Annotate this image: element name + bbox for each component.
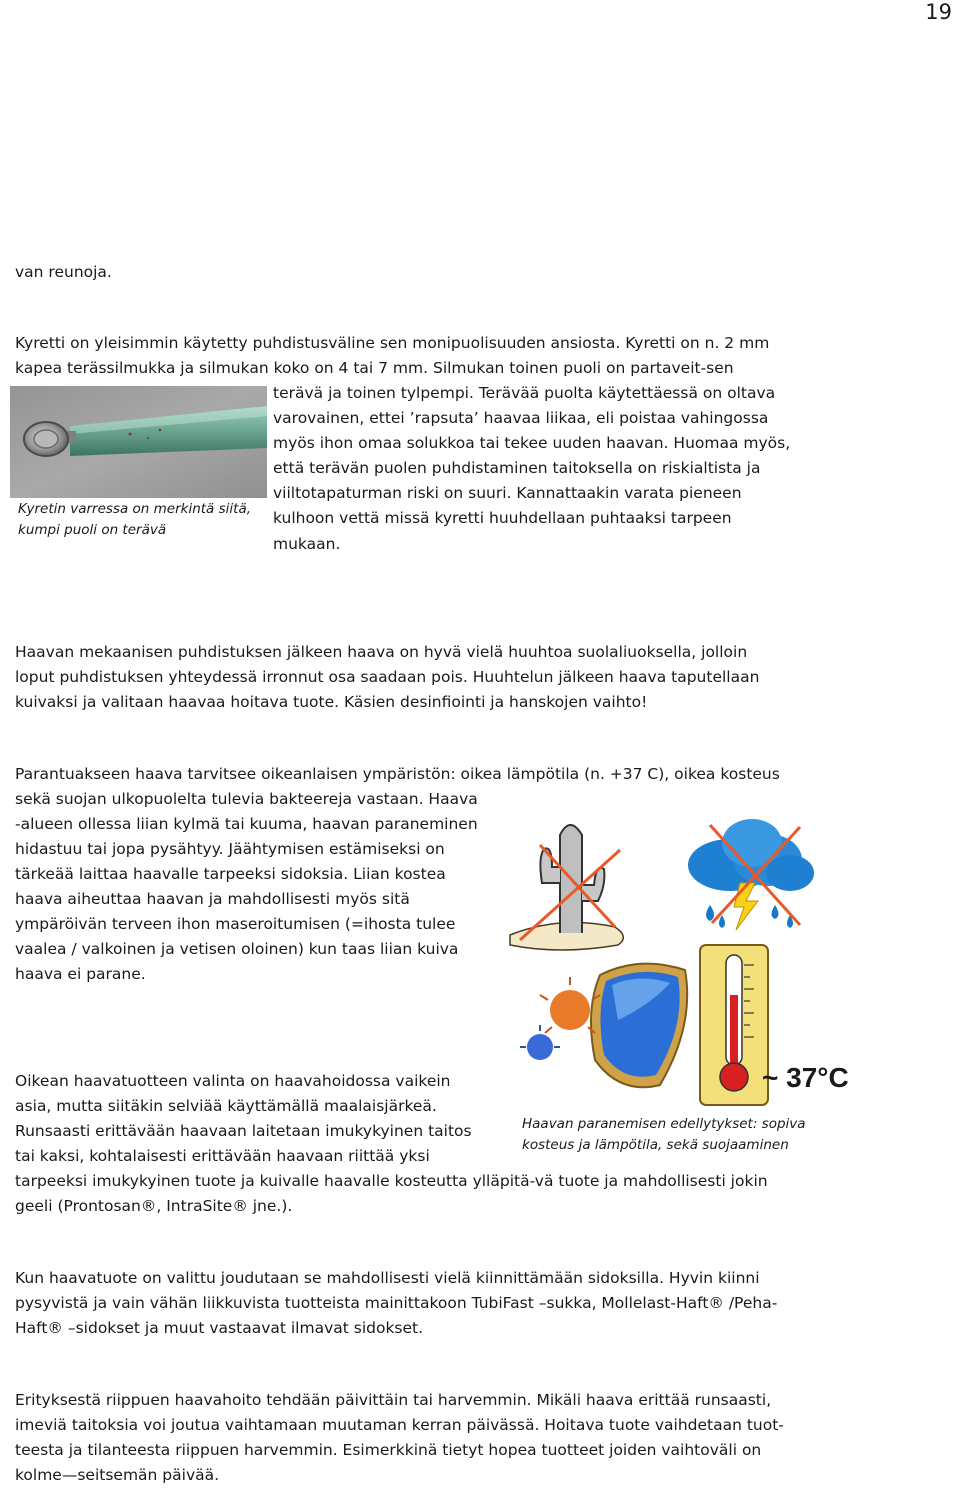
text-line: -alueen ollessa liian kylmä tai kuuma, haavan paraneminen xyxy=(15,815,478,833)
bacteria-icon xyxy=(520,977,600,1060)
text-line: Erityksestä riippuen haavahoito tehdään päivittäin tai harvemmin. Mikäli haava erittää runsaasti, xyxy=(15,1391,772,1409)
text-line: tai kaksi, kohtalaisesti erittävään haavaan riittää yksi xyxy=(15,1147,430,1165)
text-line: haava ei parane. xyxy=(15,965,146,983)
text-line: kapea terässilmukka ja silmukan koko on 4 tai 7 mm. Silmukan toinen puoli on partaveit-sen xyxy=(15,359,734,377)
text-line: Parantuakseen haava tarvitsee oikeanlaisen ympäristön: oikea lämpötila (n. +37 C), oikea kosteus xyxy=(15,765,780,783)
text-line: asia, mutta siitäkin selviää käyttämällä maalaisjärkeä. xyxy=(15,1097,437,1115)
text-line: vaalea / valkoinen ja vetisen oloinen) kun taas liian kuiva xyxy=(15,940,459,958)
text-line: kuivaksi ja valitaan haavaa hoitava tuote. Käsien desinfiointi ja hanskojen vaihto! xyxy=(15,693,648,711)
text-line: tarpeeksi imukykyinen tuote ja kuivalle haavalle kosteutta ylläpitä-vä tuote ja mahdollisesti jokin xyxy=(15,1172,768,1190)
text-line: imeviä taitoksia voi joutua vaihtamaan muutaman kerran päivässä. Hoitava tuote vaihdetaan tuot- xyxy=(15,1416,784,1434)
text-line: pysyvistä ja vain vähän liikkuvista tuotteista mainittakoon TubiFast –sukka, Mollelast-Haft® /Peha- xyxy=(15,1294,778,1312)
caption-line: Haavan paranemisen edellytykset: sopiva xyxy=(522,1116,806,1132)
text-line: ympäröivän terveen ihon maseroitumisen (=ihosta tulee xyxy=(15,915,456,933)
text-line: viiltotapaturman riski on suuri. Kannattaakin varata pieneen xyxy=(273,484,742,502)
text-line: teesta ja tilanteesta riippuen harvemmin. Esimerkkinä tietyt hopea tuotteet joiden vaihtoväli on xyxy=(15,1441,762,1459)
caption-line: Kyretin varressa on merkintä siitä, xyxy=(18,501,252,517)
text-line: varovainen, ettei ’rapsuta’ haavaa liikaa, eli poistaa vahingossa xyxy=(273,409,769,427)
cactus-icon xyxy=(510,825,623,950)
text-line: kolme—seitsemän päivää. xyxy=(15,1466,220,1484)
text-line: Haft® –sidokset ja muut vastaavat ilmavat sidokset. xyxy=(15,1319,424,1337)
text-line: sekä suojan ulkopuolelta tulevia bakteereja vastaan. Haava xyxy=(15,790,478,808)
healing-conditions-illustration xyxy=(500,805,849,1110)
page-number: 19 xyxy=(925,0,952,24)
text-line: Haavan mekaanisen puhdistuksen jälkeen haava on hyvä vielä huuhtoa suolaliuoksella, jolloin xyxy=(15,643,748,661)
text-line: kulhoon vettä missä kyretti huuhdellaan puhtaaksi tarpeen xyxy=(273,509,732,527)
text-line: hidastuu tai jopa pysähtyy. Jäähtymisen estämiseksi on xyxy=(15,840,445,858)
text-line: Kyretti on yleisimmin käytetty puhdistusväline sen monipuolisuuden ansiosta. Kyretti on n. 2 mm xyxy=(15,334,770,352)
caption-line: kumpi puoli on terävä xyxy=(18,522,167,538)
text-line: Oikean haavatuotteen valinta on haavahoidossa vaikein xyxy=(15,1072,451,1090)
text-line: että terävän puolen puhdistaminen taitoksella on riskialtista ja xyxy=(273,459,761,477)
text-line: mukaan. xyxy=(273,535,341,553)
healing-conditions-figure xyxy=(500,805,849,1110)
text-line: Kun haavatuote on valittu joudutaan se mahdollisesti vielä kiinnittämään sidoksilla. Hyvin kiinni xyxy=(15,1269,760,1287)
text-line: haava aiheuttaa haavan ja mahdollisesti myös sitä xyxy=(15,890,410,908)
paragraph-fragment: van reunoja. xyxy=(15,263,112,281)
text-line: myös ihon omaa solukkoa tai tekee uuden haavan. Huomaa myös, xyxy=(273,434,791,452)
curette-photo xyxy=(10,386,267,498)
photo-caption xyxy=(18,499,251,541)
caption-line: kosteus ja lämpötila, sekä suojaaminen xyxy=(522,1137,789,1153)
temperature-label: ~ 37°C xyxy=(762,1062,849,1093)
shield-icon xyxy=(591,964,687,1088)
text-line: geeli (Prontosan®, IntraSite® jne.). xyxy=(15,1197,293,1215)
text-line: loput puhdistuksen yhteydessä irronnut osa saadaan pois. Huuhtelun jälkeen haava taputellaan xyxy=(15,668,760,686)
text-line: Runsaasti erittävään haavaan laitetaan imukykyinen taitos xyxy=(15,1122,472,1140)
text-line: terävä ja toinen tylpempi. Terävää puolta käytettäessä on oltava xyxy=(273,384,776,402)
storm-cloud-icon xyxy=(688,819,814,930)
figure-caption xyxy=(522,1114,806,1156)
thermometer-icon xyxy=(700,945,768,1105)
text-line: tärkeää laittaa haavalle tarpeeksi sidoksia. Liian kostea xyxy=(15,865,446,883)
curette-illustration xyxy=(10,386,267,498)
